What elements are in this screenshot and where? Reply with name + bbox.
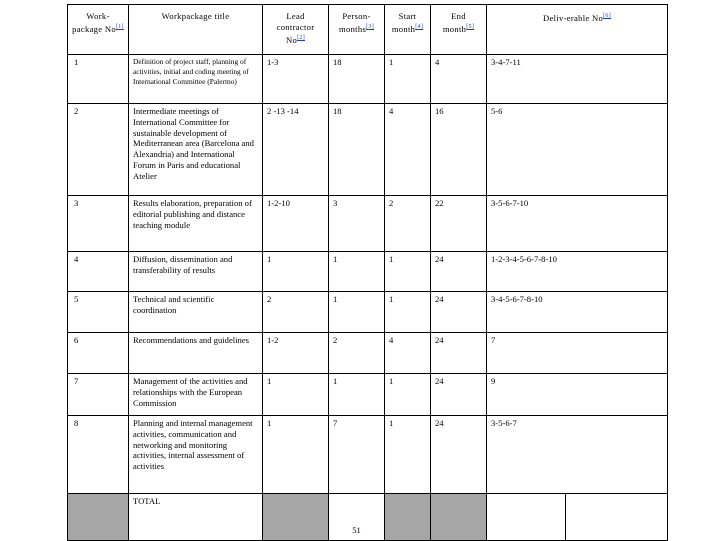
total-partial-cell [487,494,566,540]
pm-cell: 1 [329,252,385,292]
pm-cell: 1 [329,374,385,416]
header-wp-no: Work-package No[1] [68,5,129,55]
header-person-months: Person-months[3] [329,5,385,55]
table-row [68,196,668,252]
total-shaded-cell [263,494,329,541]
deliverable-cell: 3-5-6-7 [487,416,668,494]
wp-title-cell: Definition of project staff, planning of activities, initial and coding meeting of International Committee (Palermo) [129,55,263,104]
table-row [68,252,668,292]
start-cell: 1 [385,416,431,494]
footnote-link[interactable]: [3] [366,23,374,30]
header-start: Start month[4] [385,5,431,55]
wp-title-cell: Management of the activities and relationships with the European Commission [129,374,263,416]
pm-cell: 3 [329,196,385,252]
deliverable-cell: 3-4-7-11 [487,55,668,104]
lead-cell: 1-2-10 [263,196,329,252]
end-cell: 24 [431,333,487,374]
deliverable-cell: 9 [487,374,668,416]
header-deliverable: Deliv-erable No[6] [487,5,668,55]
wp-no-cell: 2 [68,104,129,196]
wp-title-cell: Intermediate meetings of International Committee for sustainable development of Mediterranean area (Barcelona and Alexandria) and International Forum in Paris and educational Atelier [129,104,263,196]
wp-title-cell: Technical and scientific coordination [129,292,263,333]
wp-title-cell: Recommendations and guidelines [129,333,263,374]
footnote-link[interactable]: [1] [115,23,124,30]
footnote-link[interactable]: [5] [466,23,475,30]
pm-cell: 1 [329,292,385,333]
header-lead: Lead contractor No[2] [263,5,329,55]
wp-title-cell: Diffusion, dissemination and transferability of results [129,252,263,292]
start-cell: 4 [385,333,431,374]
wp-no-cell: 1 [68,55,129,104]
table-row [68,55,668,104]
lead-cell: 2 -13 -14 [263,104,329,196]
deliverable-cell: 3-5-6-7-10 [487,196,668,252]
end-cell: 24 [431,292,487,333]
pm-cell: 2 [329,333,385,374]
total-label: TOTAL [129,494,263,541]
end-cell: 24 [431,374,487,416]
wp-no-cell: 6 [68,333,129,374]
wp-no-cell: 4 [68,252,129,292]
wp-no-cell: 8 [68,416,129,494]
end-cell: 24 [431,416,487,494]
pm-cell: 18 [329,104,385,196]
deliverable-cell: 7 [487,333,668,374]
table-row [68,333,668,374]
lead-cell: 2 [263,292,329,333]
deliverable-cell: 3-4-5-6-7-8-10 [487,292,668,333]
start-cell: 1 [385,55,431,104]
header-title: Workpackage title [129,5,263,55]
wp-no-cell: 3 [68,196,129,252]
footnote-link[interactable]: [4] [415,23,424,30]
start-cell: 4 [385,104,431,196]
end-cell: 4 [431,55,487,104]
header-end: End month[5] [431,5,487,55]
start-cell: 2 [385,196,431,252]
wp-no-cell: 7 [68,374,129,416]
deliverable-cell: 5-6 [487,104,668,196]
lead-cell: 1 [263,374,329,416]
pm-cell: 7 [329,416,385,494]
header-row [68,5,668,55]
table-row [68,104,668,196]
workpackage-table [67,4,668,541]
footnote-link[interactable]: [6] [603,13,611,19]
table-row [68,374,668,416]
pm-cell: 18 [329,55,385,104]
total-person-months-cell [329,494,385,541]
footnote-link[interactable]: [2] [297,34,305,41]
total-shaded-cell [68,494,129,541]
wp-no-cell: 5 [68,292,129,333]
total-person-months: 51 [352,525,361,536]
wp-title-cell: Results elaboration, preparation of editorial publishing and distance teaching module [129,196,263,252]
total-shaded-cell [431,494,487,541]
end-cell: 16 [431,104,487,196]
lead-cell: 1 [263,416,329,494]
total-row [68,494,668,541]
end-cell: 24 [431,252,487,292]
wp-title-cell: Planning and internal management activities, communication and networking and monitoring activities, internal assessment of activities [129,416,263,494]
start-cell: 1 [385,292,431,333]
end-cell: 22 [431,196,487,252]
lead-cell: 1-2 [263,333,329,374]
lead-cell: 1 [263,252,329,292]
start-cell: 1 [385,252,431,292]
lead-cell: 1-3 [263,55,329,104]
total-deliverable-cell [487,494,668,541]
table-row [68,292,668,333]
deliverable-cell: 1-2-3-4-5-6-7-8-10 [487,252,668,292]
total-shaded-cell [385,494,431,541]
start-cell: 1 [385,374,431,416]
table-row [68,416,668,494]
